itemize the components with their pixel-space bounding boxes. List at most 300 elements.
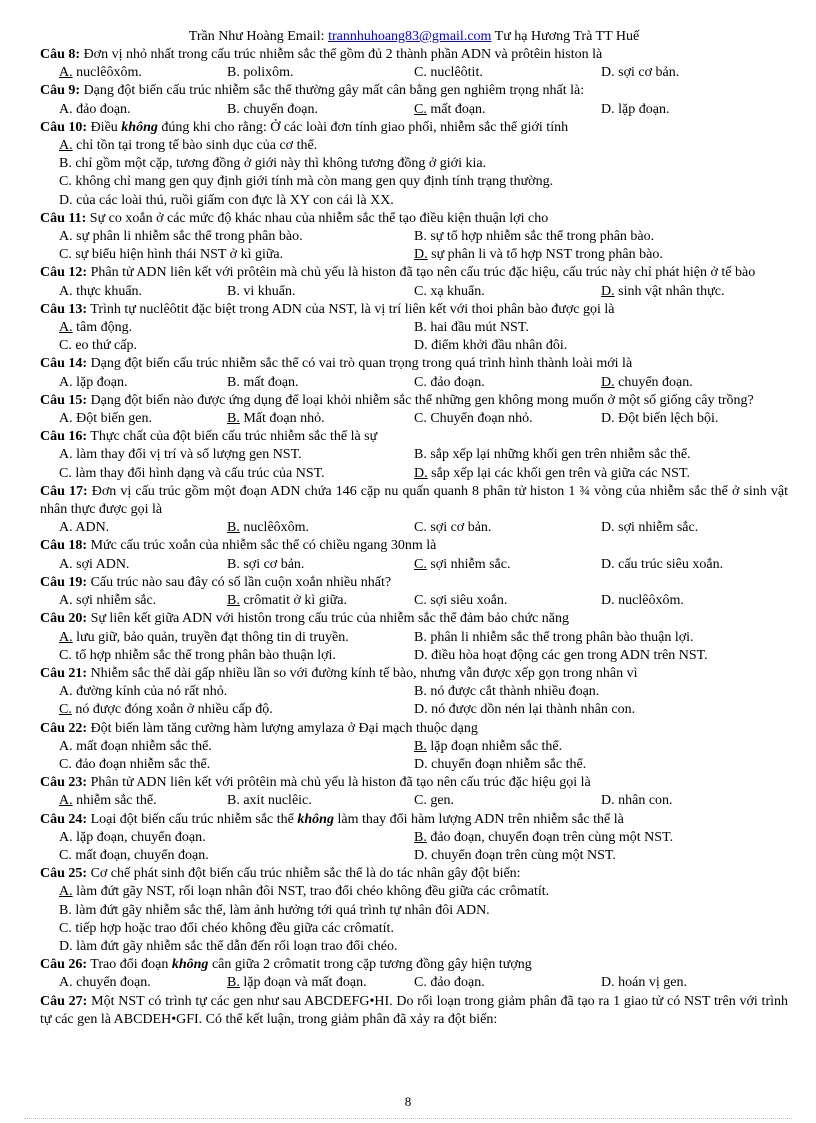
question-stem bbox=[40, 264, 788, 282]
question-stem bbox=[40, 665, 788, 683]
answer-row bbox=[40, 337, 788, 355]
answer-option bbox=[40, 883, 549, 901]
answer-letter: A. bbox=[59, 283, 73, 299]
answer-option bbox=[601, 792, 788, 810]
question-text: Loại đột biến cấu trúc nhiễm sắc thể bbox=[87, 811, 298, 827]
answer-letter: B. bbox=[414, 229, 427, 245]
question-number: Câu 9: bbox=[40, 83, 81, 99]
answer-option bbox=[40, 155, 486, 173]
question-stem bbox=[40, 574, 788, 592]
question-number: Câu 13: bbox=[40, 301, 88, 317]
question-number: Câu 27: bbox=[40, 993, 88, 1009]
answer-option bbox=[227, 519, 414, 537]
question-stem bbox=[40, 119, 788, 137]
footer-divider bbox=[24, 1118, 792, 1119]
question-number: Câu 25: bbox=[40, 866, 88, 882]
answer-text: sợi cơ bản. bbox=[239, 556, 305, 572]
answer-text: tổ hợp nhiễm sắc thể trong phân bào thuận lợi. bbox=[71, 647, 336, 663]
correct-answer-letter: A. bbox=[59, 629, 73, 645]
answer-option bbox=[40, 701, 414, 719]
answer-option bbox=[40, 246, 414, 264]
question-text: làm thay đổi hàm lượng ADN trên nhiễm sắc thể là bbox=[333, 811, 624, 827]
answer-text: Đột biến lệch bội. bbox=[614, 411, 719, 427]
answer-letter: C. bbox=[59, 338, 72, 354]
answer-option bbox=[40, 629, 414, 647]
answer-option bbox=[40, 556, 227, 574]
answer-text: lặp đoạn. bbox=[72, 374, 128, 390]
answer-option bbox=[40, 829, 414, 847]
question-number: Câu 22: bbox=[40, 720, 88, 736]
correct-answer-letter: B. bbox=[227, 520, 240, 536]
answer-letter: A. bbox=[59, 738, 73, 754]
answer-letter: D. bbox=[601, 793, 615, 809]
header-author: Trần Như Hoàng Email: bbox=[188, 29, 329, 44]
answer-letter: D. bbox=[601, 593, 615, 609]
answer-letter: C. bbox=[59, 647, 72, 663]
question-text: Trình tự nuclêôtit đặc biệt trong ADN của NST, là vị trí liên kết với thoi phân bào được gọi là bbox=[87, 301, 615, 317]
answer-option bbox=[40, 410, 227, 428]
answer-option bbox=[601, 374, 788, 392]
correct-answer-letter: B. bbox=[227, 975, 240, 991]
answer-text: axit nuclêic. bbox=[239, 793, 312, 809]
answer-option bbox=[414, 337, 788, 355]
answer-option bbox=[40, 519, 227, 537]
answer-text: thực khuẩn. bbox=[72, 283, 143, 299]
answer-text: sợi nhiễm sắc. bbox=[72, 593, 157, 609]
question-number: Câu 15: bbox=[40, 392, 88, 408]
answer-letter: D. bbox=[414, 702, 428, 718]
question-number: Câu 10: bbox=[40, 119, 88, 135]
answer-letter: C. bbox=[414, 793, 427, 809]
answer-option bbox=[414, 756, 788, 774]
answer-text: nhân con. bbox=[614, 793, 673, 809]
answer-text: tiếp hợp hoặc trao đổi chéo không đều giữa các crômatít. bbox=[71, 920, 394, 936]
answer-option bbox=[40, 465, 414, 483]
question-number: Câu 11: bbox=[40, 210, 87, 226]
answer-letter: C. bbox=[414, 975, 427, 991]
answer-text: sợi cơ bản. bbox=[614, 65, 680, 81]
answer-text: xạ khuẩn. bbox=[426, 283, 485, 299]
answer-letter: C. bbox=[59, 174, 72, 190]
answer-text: sinh vật nhân thực. bbox=[614, 283, 725, 299]
answer-row bbox=[40, 173, 788, 191]
answer-option bbox=[414, 629, 788, 647]
answer-letter: A. bbox=[59, 520, 73, 536]
answer-text: làm đứt gãy NST, rối loạn nhân đôi NST, trao đổi chéo không đều giữa các crômatít. bbox=[72, 884, 550, 900]
answer-text: mất đoạn. bbox=[426, 101, 486, 117]
answer-letter: C. bbox=[414, 374, 427, 390]
answer-text: Đột biến gen. bbox=[72, 411, 152, 427]
answer-text: nó được dồn nén lại thành nhân con. bbox=[427, 702, 636, 718]
answer-option bbox=[414, 246, 788, 264]
correct-answer-letter: B. bbox=[414, 738, 427, 754]
answer-text: sắp xếp lại những khối gen trên nhiễm sắc thể. bbox=[426, 447, 691, 463]
correct-answer-letter: A. bbox=[59, 793, 73, 809]
answer-letter: B. bbox=[414, 320, 427, 336]
answer-letter: C. bbox=[59, 247, 72, 263]
answer-row bbox=[40, 701, 788, 719]
question-text: Trao đổi đoạn bbox=[87, 957, 172, 973]
answer-text: đảo đoạn. bbox=[72, 101, 131, 117]
correct-answer-letter: C. bbox=[414, 101, 427, 117]
answer-row bbox=[40, 556, 788, 574]
answer-option bbox=[414, 792, 601, 810]
answer-text: đảo đoạn. bbox=[426, 374, 485, 390]
question-text: Cơ chế phát sinh đột biến cấu trúc nhiễm sắc thể là do tác nhân gây đột biến: bbox=[87, 866, 521, 882]
answer-letter: B. bbox=[227, 283, 240, 299]
answer-option bbox=[601, 592, 788, 610]
answer-row bbox=[40, 465, 788, 483]
answer-letter: B. bbox=[227, 793, 240, 809]
answer-text: polixôm. bbox=[239, 65, 294, 81]
emphasis-text: không bbox=[171, 957, 209, 973]
question-stem bbox=[40, 993, 788, 1029]
answer-letter: C. bbox=[414, 65, 427, 81]
answer-letter: C. bbox=[59, 847, 72, 863]
answer-option bbox=[40, 920, 394, 938]
answer-option bbox=[40, 228, 414, 246]
answer-text: mất đoạn nhiễm sắc thể. bbox=[72, 738, 212, 754]
question-number: Câu 14: bbox=[40, 356, 88, 372]
answer-option bbox=[414, 64, 601, 82]
question-stem bbox=[40, 392, 788, 410]
answer-option bbox=[414, 701, 788, 719]
question-number: Câu 20: bbox=[40, 611, 88, 627]
question-text: Phân tử ADN liên kết với prôtêin mà chủ yếu là histon đã tạo nên cấu trúc đặc hiệu, cấu trúc này chỉ phát hiện ở tế bào bbox=[87, 265, 756, 281]
answer-row bbox=[40, 756, 788, 774]
answer-row bbox=[40, 974, 788, 992]
answer-letter: D. bbox=[59, 192, 73, 208]
answer-text: sợi siêu xoắn. bbox=[426, 593, 508, 609]
answer-text: nó được đóng xoắn ở nhiều cấp độ. bbox=[71, 702, 273, 718]
answer-text: chuyển đoạn trên cùng một NST. bbox=[427, 847, 616, 863]
answer-text: làm thay đổi vị trí và số lượng gen NST. bbox=[72, 447, 302, 463]
answer-option bbox=[40, 792, 227, 810]
answer-row bbox=[40, 374, 788, 392]
answer-text: ADN. bbox=[72, 520, 110, 536]
question-list bbox=[40, 46, 788, 1029]
answer-row bbox=[40, 847, 788, 865]
answer-letter: A. bbox=[59, 684, 73, 700]
answer-text: sợi ADN. bbox=[72, 556, 130, 572]
answer-option bbox=[40, 337, 414, 355]
answer-option bbox=[227, 283, 414, 301]
question-stem bbox=[40, 210, 788, 228]
answer-option bbox=[40, 756, 414, 774]
answer-option bbox=[227, 101, 414, 119]
answer-text: chỉ gồm một cặp, tương đồng ở giới này thì không tương đồng ở giới kia. bbox=[71, 156, 487, 172]
answer-letter: D. bbox=[414, 756, 428, 772]
answer-row bbox=[40, 319, 788, 337]
answer-letter: A. bbox=[59, 101, 73, 117]
answer-letter: B. bbox=[227, 101, 240, 117]
answer-text: sự biểu hiện hình thái NST ở kì giữa. bbox=[71, 247, 284, 263]
answer-option bbox=[227, 374, 414, 392]
answer-letter: B. bbox=[59, 902, 72, 918]
question-text: Đơn vị nhỏ nhất trong cấu trúc nhiễm sắc thể gồm đủ 2 thành phần ADN và prôtêin histon là bbox=[80, 47, 603, 62]
answer-text: sự phân li và tổ hợp NST trong phân bào. bbox=[427, 247, 663, 263]
answer-option bbox=[40, 938, 397, 956]
answer-row bbox=[40, 792, 788, 810]
answer-text: làm đứt gãy nhiễm sắc thể dẫn đến rối loạn trao đổi chéo. bbox=[72, 938, 398, 954]
question-number: Câu 26: bbox=[40, 957, 88, 973]
correct-answer-letter: A. bbox=[59, 65, 73, 81]
answer-text: sợi nhiễm sắc. bbox=[426, 556, 511, 572]
question-stem bbox=[40, 811, 788, 829]
question-stem bbox=[40, 483, 788, 519]
answer-option bbox=[601, 101, 788, 119]
answer-letter: A. bbox=[59, 374, 73, 390]
question-text: Cấu trúc nào sau đây có số lần cuộn xoắn nhiều nhất? bbox=[87, 574, 392, 590]
document-page bbox=[40, 28, 788, 1029]
answer-option bbox=[40, 137, 317, 155]
question-text: Một NST có trình tự các gen như sau ABCDEFG•HI. Do rối loạn trong giảm phân đã tạo ra 1 giao tử có NST trên với trình tự các gen là ABCDEH•GFI. Có thể kết luận, trong giảm phân đã xảy ra đột biến: bbox=[40, 993, 788, 1027]
answer-option bbox=[40, 446, 414, 464]
answer-row bbox=[40, 192, 788, 210]
question-text: Mức cấu trúc xoắn của nhiễm sắc thể có chiều ngang 30nm là bbox=[87, 538, 437, 554]
answer-text: nuclêôxôm. bbox=[239, 520, 310, 536]
question-number: Câu 24: bbox=[40, 811, 88, 827]
question-number: Câu 16: bbox=[40, 429, 88, 445]
answer-text: của các loài thú, ruồi giấm con đực là XY con cái là XX. bbox=[72, 192, 394, 208]
emphasis-text: không bbox=[121, 119, 158, 135]
answer-letter: C. bbox=[414, 593, 427, 609]
answer-text: nhiễm sắc thể. bbox=[72, 793, 157, 809]
question-text: đúng khi cho rằng: Ở các loài đơn tính giao phối, nhiễm sắc thể giới tính bbox=[157, 119, 569, 135]
question-stem bbox=[40, 610, 788, 628]
answer-letter: B. bbox=[227, 374, 240, 390]
correct-answer-letter: B. bbox=[414, 829, 427, 845]
answer-letter: B. bbox=[414, 447, 427, 463]
answer-row bbox=[40, 64, 788, 82]
answer-option bbox=[414, 410, 601, 428]
question-text: Sự liên kết giữa ADN với histôn trong cấu trúc của nhiễm sắc thể đảm bảo chức năng bbox=[87, 611, 569, 627]
answer-letter: B. bbox=[227, 556, 240, 572]
answer-letter: A. bbox=[59, 411, 73, 427]
answer-text: lặp đoạn nhiễm sắc thể. bbox=[426, 738, 563, 754]
question-stem bbox=[40, 355, 788, 373]
question-text: Thực chất của đột biến cấu trúc nhiễm sắc thể là sự bbox=[87, 429, 378, 445]
answer-text: làm đứt gãy nhiễm sắc thể, làm ảnh hưởng tới quá trình tự nhân đôi ADN. bbox=[71, 902, 490, 918]
correct-answer-letter: D. bbox=[601, 374, 615, 390]
answer-text: nuclêôxôm. bbox=[72, 65, 142, 81]
answer-row bbox=[40, 519, 788, 537]
question-number: Câu 12: bbox=[40, 265, 88, 281]
answer-option bbox=[414, 847, 788, 865]
correct-answer-letter: B. bbox=[227, 593, 240, 609]
answer-text: hai đầu mút NST. bbox=[426, 320, 529, 336]
answer-text: không chỉ mang gen quy định giới tính mà còn mang gen quy định tính trạng thường. bbox=[71, 174, 554, 190]
answer-option bbox=[40, 319, 414, 337]
header-school: Tư hạ Hương Trà TT Huế bbox=[491, 29, 640, 44]
header-email-link[interactable]: trannhuhoang83@gmail.com bbox=[328, 29, 492, 44]
answer-text: sắp xếp lại các khối gen trên và giữa các NST. bbox=[427, 465, 690, 481]
answer-text: sợi cơ bản. bbox=[426, 520, 492, 536]
answer-row bbox=[40, 902, 788, 920]
answer-text: phân li nhiễm sắc thể trong phân bào thuận lợi. bbox=[426, 629, 694, 645]
answer-text: chuyển đoạn. bbox=[614, 374, 693, 390]
answer-letter: C. bbox=[59, 920, 72, 936]
answer-letter: C. bbox=[414, 520, 427, 536]
question-stem bbox=[40, 865, 788, 883]
answer-option bbox=[601, 556, 788, 574]
question-text: Điều bbox=[87, 119, 122, 135]
answer-letter: D. bbox=[414, 647, 428, 663]
correct-answer-letter: A. bbox=[59, 320, 73, 336]
question-text: Sự co xoắn ở các mức độ khác nhau của nhiễm sắc thể tạo điều kiện thuận lợi cho bbox=[86, 210, 549, 226]
answer-letter: A. bbox=[59, 447, 73, 463]
answer-row bbox=[40, 446, 788, 464]
answer-text: gen. bbox=[426, 793, 455, 809]
answer-row bbox=[40, 647, 788, 665]
question-text: Đột biến làm tăng cường hàm lượng amylaza ở Đại mạch thuộc dạng bbox=[87, 720, 478, 736]
answer-text: sợi nhiễm sắc. bbox=[614, 520, 699, 536]
answer-option bbox=[227, 64, 414, 82]
answer-option bbox=[601, 64, 788, 82]
answer-text: điều hòa hoạt động các gen trong ADN trên NST. bbox=[427, 647, 708, 663]
answer-option bbox=[414, 592, 601, 610]
answer-option bbox=[227, 410, 414, 428]
answer-text: đảo đoạn, chuyển đoạn trên cùng một NST. bbox=[426, 829, 674, 845]
answer-option bbox=[40, 592, 227, 610]
answer-row bbox=[40, 155, 788, 173]
answer-row bbox=[40, 829, 788, 847]
answer-option bbox=[40, 683, 414, 701]
question-text: Dạng đột biến nào được ứng dụng để loại khỏi nhiễm sắc thể những gen không mong muốn ở một số giống cây trồng? bbox=[87, 392, 754, 408]
answer-letter: C. bbox=[59, 465, 72, 481]
answer-option bbox=[414, 738, 788, 756]
answer-letter: C. bbox=[414, 411, 427, 427]
correct-answer-letter: C. bbox=[59, 702, 72, 718]
question-text: Phân tử ADN liên kết với prôtêin mà chủ yếu là histon đã tạo nên cấu trúc đặc hiệu gọi là bbox=[87, 775, 591, 791]
answer-option bbox=[40, 374, 227, 392]
answer-letter: D. bbox=[601, 65, 615, 81]
answer-text: vi khuẩn. bbox=[239, 283, 296, 299]
question-stem bbox=[40, 428, 788, 446]
answer-option bbox=[40, 64, 227, 82]
answer-option bbox=[40, 283, 227, 301]
answer-option bbox=[40, 101, 227, 119]
answer-option bbox=[40, 738, 414, 756]
question-number: Câu 18: bbox=[40, 538, 88, 554]
answer-option bbox=[414, 228, 788, 246]
answer-option bbox=[40, 902, 490, 920]
answer-option bbox=[40, 647, 414, 665]
answer-option bbox=[227, 792, 414, 810]
answer-text: Chuyển đoạn nhỏ. bbox=[426, 411, 533, 427]
answer-text: cấu trúc siêu xoắn. bbox=[614, 556, 724, 572]
answer-option bbox=[227, 974, 414, 992]
answer-option bbox=[414, 974, 601, 992]
answer-letter: B. bbox=[227, 65, 240, 81]
question-stem bbox=[40, 720, 788, 738]
question-number: Câu 8: bbox=[40, 47, 81, 62]
question-number: Câu 17: bbox=[40, 483, 88, 499]
answer-option bbox=[414, 683, 788, 701]
answer-text: chuyển đoạn. bbox=[72, 975, 151, 991]
answer-row bbox=[40, 246, 788, 264]
answer-text: mất đoạn. bbox=[239, 374, 299, 390]
answer-letter: C. bbox=[59, 756, 72, 772]
answer-letter: C. bbox=[414, 283, 427, 299]
answer-letter: D. bbox=[601, 556, 615, 572]
answer-letter: B. bbox=[414, 629, 427, 645]
answer-text: lặp đoạn, chuyển đoạn. bbox=[72, 829, 206, 845]
answer-letter: A. bbox=[59, 556, 73, 572]
answer-text: làm thay đổi hình dạng và cấu trúc của NST. bbox=[71, 465, 325, 481]
answer-text: điểm khởi đầu nhân đôi. bbox=[427, 338, 568, 354]
answer-row bbox=[40, 683, 788, 701]
answer-letter: D. bbox=[414, 847, 428, 863]
answer-option bbox=[414, 647, 788, 665]
question-text: Dạng đột biến cấu trúc nhiễm sắc thể có vai trò quan trọng trong quá trình hình thành loài mới là bbox=[87, 356, 633, 372]
correct-answer-letter: D. bbox=[601, 283, 615, 299]
answer-row bbox=[40, 228, 788, 246]
answer-row bbox=[40, 592, 788, 610]
answer-option bbox=[414, 319, 788, 337]
answer-option bbox=[40, 847, 414, 865]
question-stem bbox=[40, 956, 788, 974]
question-stem bbox=[40, 774, 788, 792]
question-number: Câu 21: bbox=[40, 665, 88, 681]
answer-row bbox=[40, 283, 788, 301]
answer-text: đảo đoạn. bbox=[426, 975, 485, 991]
answer-letter: A. bbox=[59, 593, 73, 609]
answer-option bbox=[414, 829, 788, 847]
answer-letter: A. bbox=[59, 829, 73, 845]
question-stem bbox=[40, 46, 788, 64]
correct-answer-letter: D. bbox=[414, 247, 428, 263]
question-stem bbox=[40, 82, 788, 100]
answer-option bbox=[414, 465, 788, 483]
answer-text: tâm động. bbox=[72, 320, 133, 336]
answer-letter: B. bbox=[59, 156, 72, 172]
answer-text: sự tổ hợp nhiễm sắc thể trong phân bào. bbox=[426, 229, 655, 245]
question-stem bbox=[40, 537, 788, 555]
answer-text: chuyển đoạn. bbox=[239, 101, 318, 117]
answer-option bbox=[414, 283, 601, 301]
answer-option bbox=[414, 101, 601, 119]
correct-answer-letter: D. bbox=[414, 465, 428, 481]
answer-text: đường kính của nó rất nhỏ. bbox=[72, 684, 228, 700]
answer-letter: D. bbox=[59, 938, 73, 954]
correct-answer-letter: C. bbox=[414, 556, 427, 572]
answer-option bbox=[414, 446, 788, 464]
answer-option bbox=[414, 374, 601, 392]
answer-text: nó được cắt thành nhiều đoạn. bbox=[426, 684, 600, 700]
answer-letter: D. bbox=[601, 411, 615, 427]
question-number: Câu 19: bbox=[40, 574, 88, 590]
question-text: Đơn vị cấu trúc gồm một đoạn ADN chứa 146 cặp nu quấn quanh 8 phân tử histon 1 ¾ vòng của nhiễm sắc thể ở sinh vật nhân thực được gọi là bbox=[40, 483, 789, 518]
correct-answer-letter: B. bbox=[227, 411, 240, 427]
answer-text: Mất đoạn nhỏ. bbox=[239, 411, 325, 427]
answer-text: crômatit ở kì giữa. bbox=[239, 593, 347, 609]
answer-text: chuyển đoạn nhiễm sắc thể. bbox=[427, 756, 587, 772]
answer-letter: D. bbox=[414, 338, 428, 354]
answer-option bbox=[601, 974, 788, 992]
answer-letter: A. bbox=[59, 229, 73, 245]
answer-row bbox=[40, 738, 788, 756]
answer-option bbox=[601, 283, 788, 301]
answer-option bbox=[40, 173, 553, 191]
answer-option bbox=[414, 556, 601, 574]
answer-option bbox=[227, 592, 414, 610]
question-text: Nhiễm sắc thể dài gấp nhiều lần so với đường kính tế bào, nhưng vẫn được xếp gọn trong nhân vì bbox=[87, 665, 638, 681]
correct-answer-letter: A. bbox=[59, 884, 73, 900]
question-number: Câu 23: bbox=[40, 775, 88, 791]
answer-letter: D. bbox=[601, 520, 615, 536]
answer-text: lặp đoạn và mất đoạn. bbox=[239, 975, 367, 991]
